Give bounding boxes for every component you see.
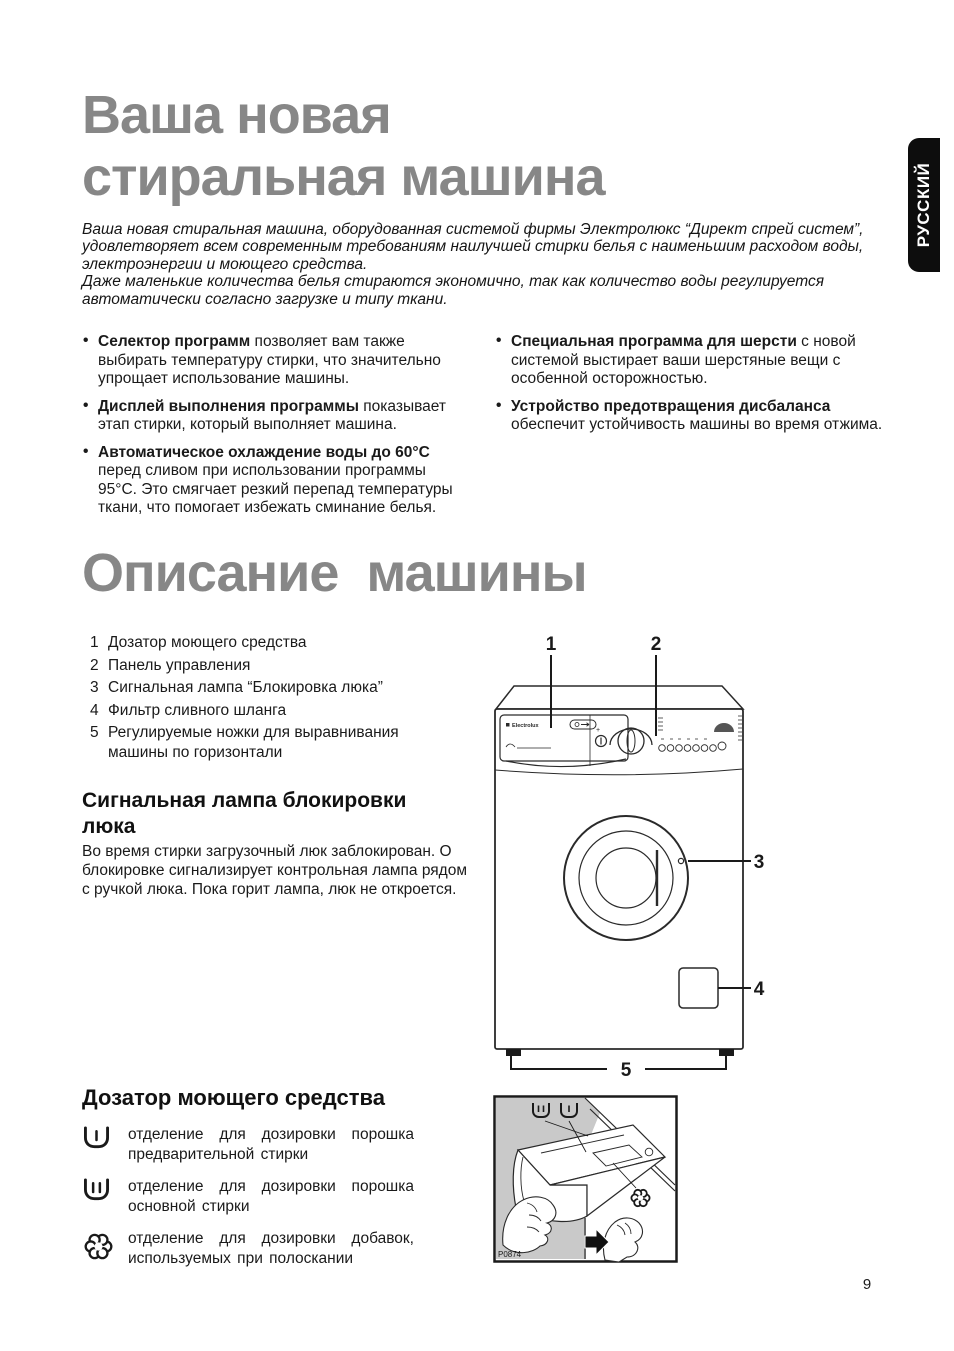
parts-list-item [90, 678, 450, 698]
washing-machine-diagram [470, 628, 770, 1078]
bullet-icon: • [83, 396, 89, 414]
feature-item [82, 444, 466, 518]
parts-list-item [90, 701, 450, 721]
part-label: Сигнальная лампа “Блокировка люка” [108, 679, 383, 696]
feature-bold: Устройство предотвращения дисбаланса [511, 397, 831, 415]
callout-5: 5 [620, 1060, 632, 1078]
page-number: 9 [862, 1276, 872, 1293]
feature-bold: Специальная программа для шерсти [511, 333, 797, 350]
feature-text: с новой системой выстирает ваши шерстяные вещи с особенной осторожностью. [511, 333, 856, 387]
feature-item [82, 398, 466, 435]
part-label: Регулируемые ножки для выравнивания машины по горизонтали [108, 724, 399, 761]
feature-bold: Автоматическое охлаждение воды до 60°C [98, 443, 430, 461]
parts-list-item [90, 656, 450, 676]
lead-paragraph-1: Ваша новая стиральная машина, оборудованная системой фирмы Электролюкс “Директ спрей систем”, удовлетворяет всем современным требованиям наилучшей стирки белья с наименьшим расходом воды, электроэнергии и моющего средства. [82, 221, 864, 273]
bullet-icon: • [496, 396, 502, 414]
feature-bold: Дисплей выполнения программы [98, 397, 359, 415]
dispenser-item-text: отделение для дозировки порошка основной стирки [128, 1178, 414, 1215]
feature-text: показывает этап стирки, который выполняет машина. [98, 397, 446, 433]
part-number: 1 [90, 634, 99, 651]
svg-text:Electrolux: Electrolux [512, 723, 539, 729]
page-title [82, 84, 604, 208]
page-title-line1: Ваша новая [82, 85, 391, 145]
rinse-additive-compartment-icon [82, 1229, 128, 1268]
bullet-icon: • [496, 332, 502, 349]
part-number: 2 [90, 656, 99, 674]
callout-1: 1 [545, 634, 557, 655]
section-title-machine-description: Описание машины [82, 543, 587, 603]
callout-4: 4 [753, 979, 765, 1000]
mainwash-compartment-icon [82, 1177, 128, 1216]
foot-right [719, 1049, 734, 1056]
part-number: 3 [90, 679, 99, 696]
feature-text: перед сливом при использовании программы 95°C. Это смягчает резкий перепад температуры ткани, что помогает избежать сминание белья. [98, 462, 453, 516]
language-tab [908, 138, 940, 272]
dispenser-item [82, 1229, 414, 1268]
features-right-column [495, 333, 887, 444]
feature-text: позволяет вам также выбирать температуру стирки, что значительно упрощает использование машины. [98, 333, 441, 387]
part-label: Панель управления [108, 656, 251, 674]
language-tab-label: РУССКИЙ [914, 162, 933, 248]
dispenser-item [82, 1125, 414, 1164]
part-number: 5 [90, 724, 99, 741]
bullet-icon: • [83, 332, 89, 349]
callout-3: 3 [753, 852, 765, 873]
parts-list [90, 633, 450, 766]
feature-item [495, 398, 887, 435]
dispenser-illustration [493, 1095, 678, 1263]
figure-label: P0874 [498, 1250, 522, 1259]
part-label: Фильтр сливного шланга [108, 701, 287, 719]
foot-left [506, 1049, 521, 1056]
dispenser-item-text: отделение для дозировки добавок, используемых при полоскании [128, 1230, 414, 1267]
page-title-line2: стиральная машина [82, 147, 605, 207]
features-left-column [82, 333, 466, 527]
dispenser-items [82, 1125, 414, 1281]
dispenser-heading: Дозатор моющего средства [82, 1085, 385, 1110]
callout-2: 2 [650, 634, 662, 655]
part-number: 4 [90, 701, 99, 719]
parts-list-item [90, 633, 450, 653]
feature-bold: Селектор программ [98, 333, 251, 350]
lead-paragraph [82, 221, 894, 308]
dispenser-item-text: отделение для дозировки порошка предварительной стирки [128, 1126, 414, 1163]
parts-list-item [90, 723, 450, 763]
dispenser-item [82, 1177, 414, 1216]
feature-text: обеспечит устойчивость машины во время отжима. [511, 416, 883, 433]
feature-item [82, 333, 466, 389]
bullet-icon: • [83, 442, 89, 460]
prewash-compartment-icon [82, 1125, 128, 1164]
door-lamp-heading: Сигнальная лампа блокировки люка [82, 789, 407, 838]
svg-text:+: + [596, 727, 601, 734]
door-lamp-body: Во время стирки загрузочный люк заблокирован. О блокировке сигнализирует контрольная лампа рядом с ручкой люка. Пока горит лампа, люк не откроется. [82, 843, 467, 898]
feature-item [495, 333, 887, 389]
part-label: Дозатор моющего средства [108, 634, 307, 651]
lead-paragraph-2: Даже маленькие количества белья стираются экономично, так как количество воды регулируется автоматически согласно загрузке и типу ткани. [82, 273, 825, 308]
